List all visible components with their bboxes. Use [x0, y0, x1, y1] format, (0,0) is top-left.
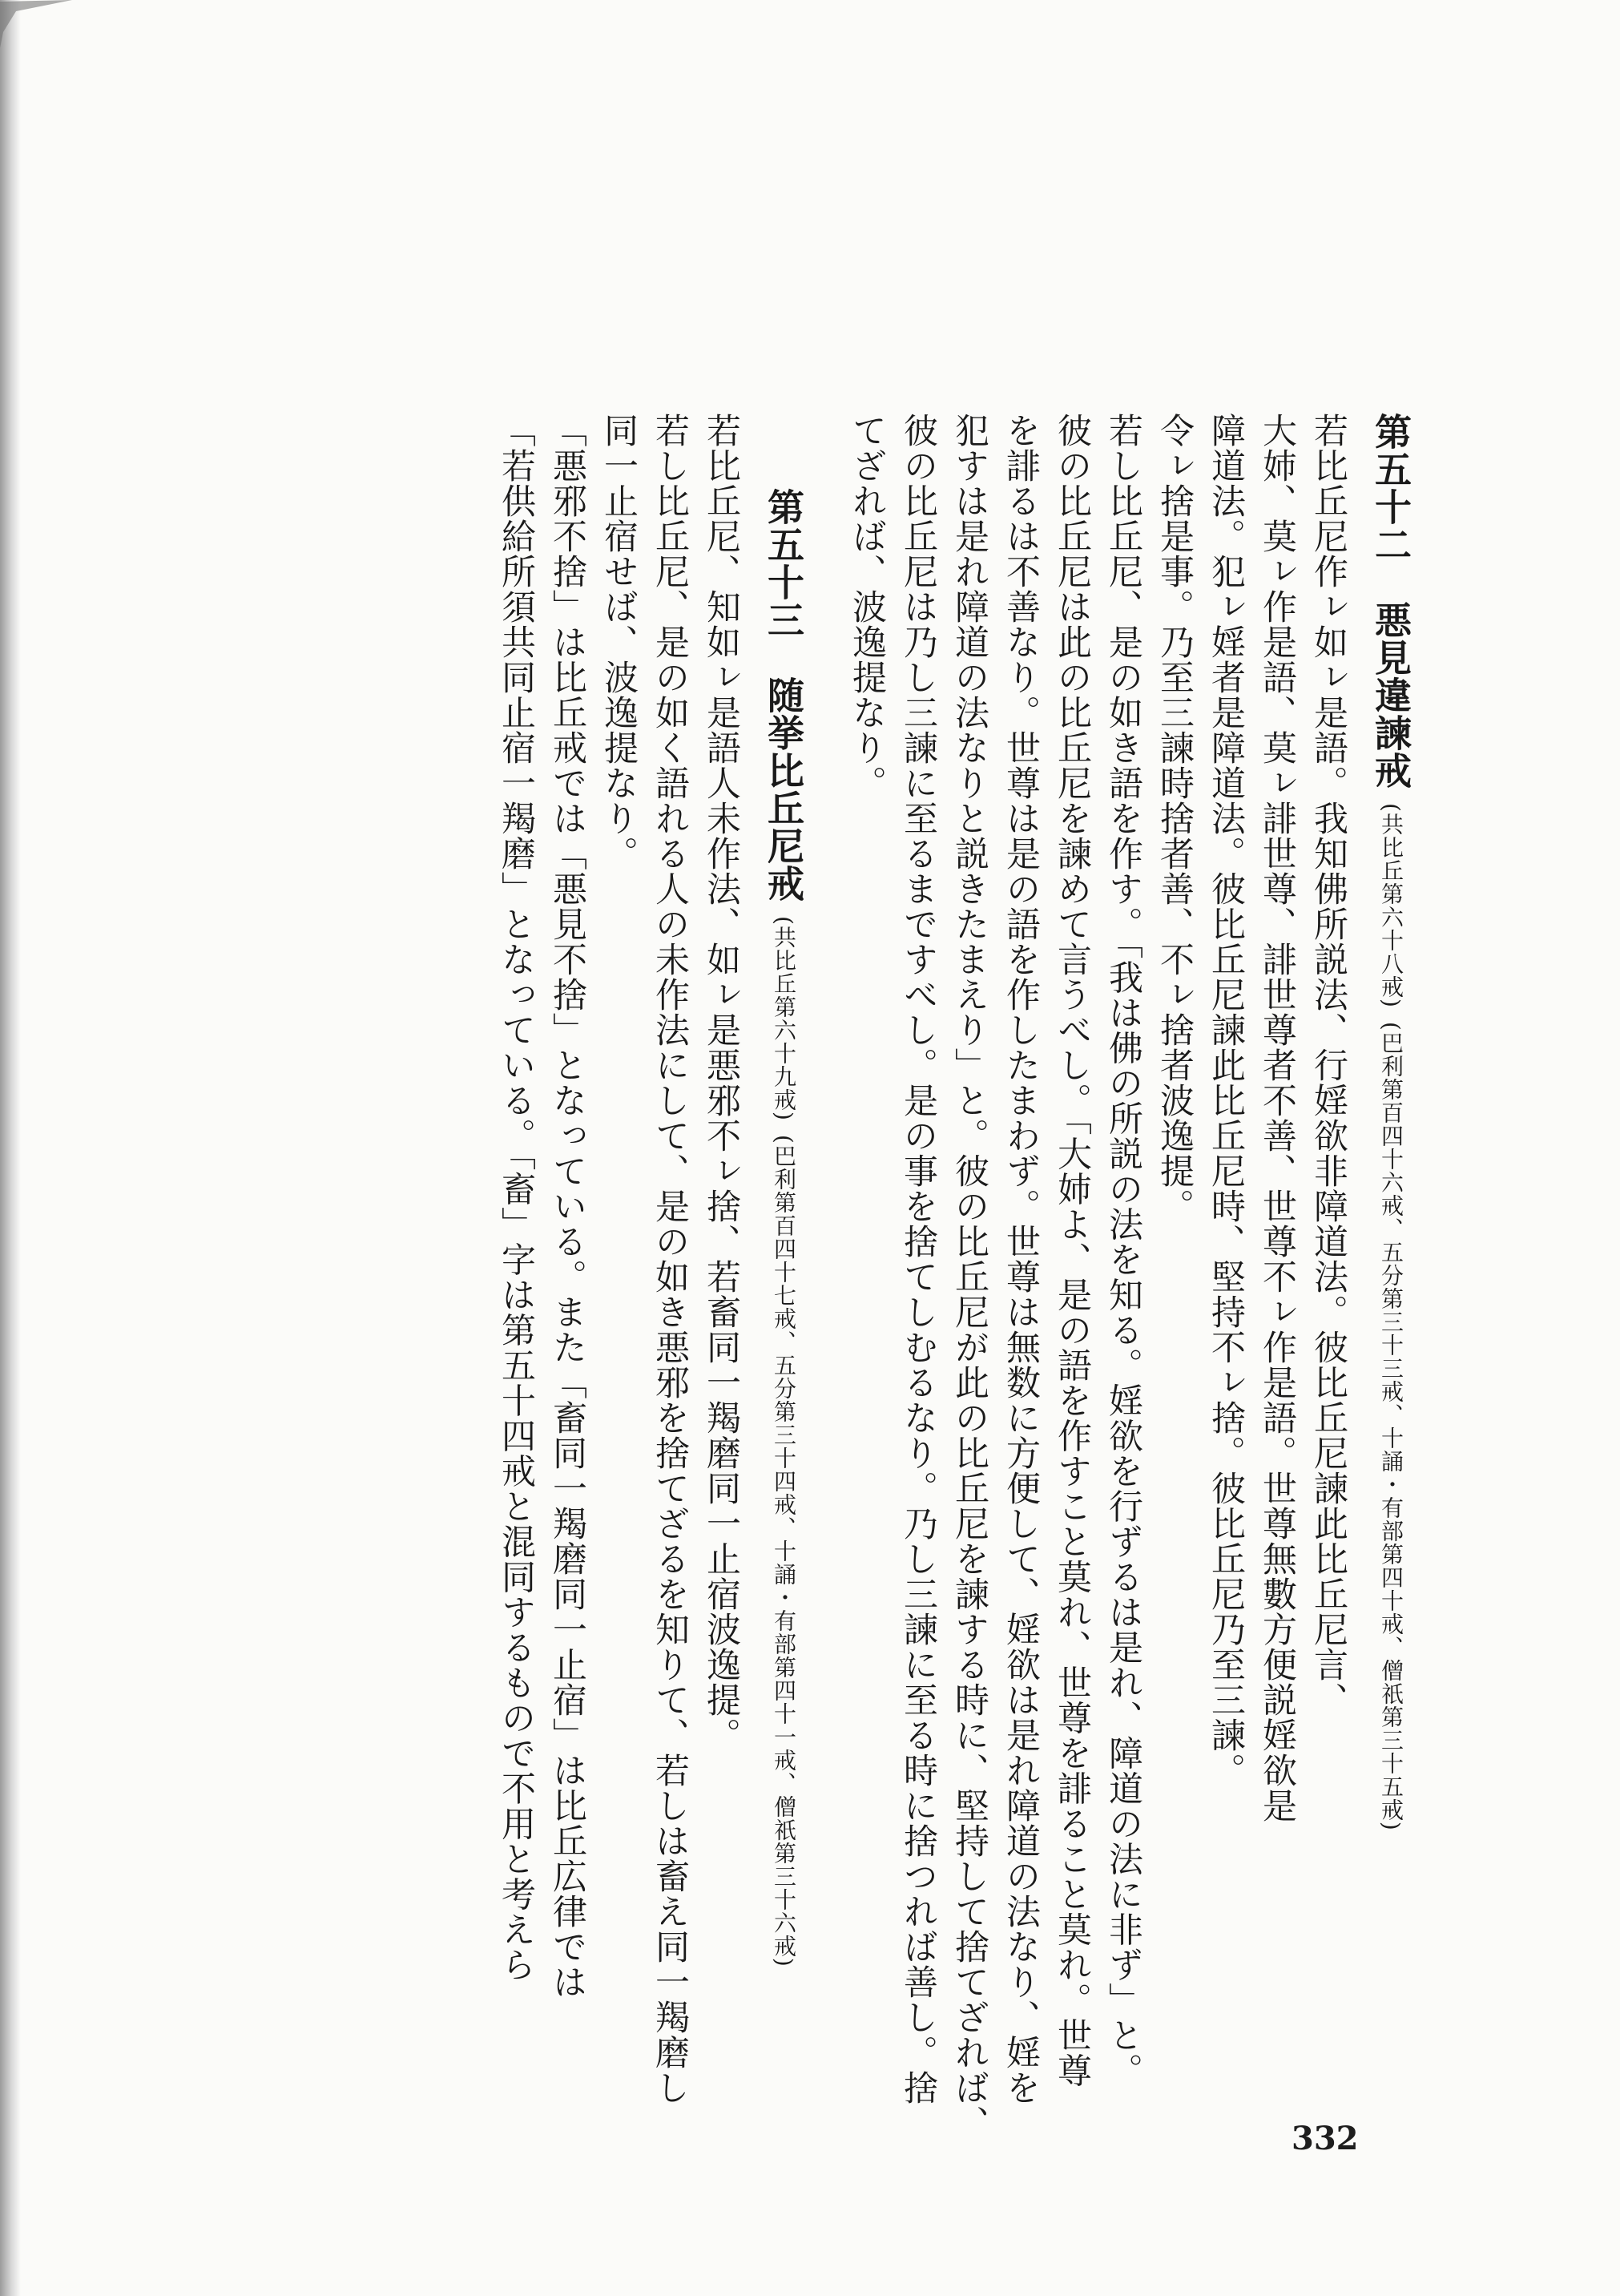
section53-note2: (巴利第百四十七戒、五分第三十四戒、十誦・有部第四十一戒、僧祇第三十六戒) — [771, 1134, 797, 1967]
section52-verse-line-4: 令ㇾ捨是事。乃至三諫時捨者善、不ㇾ捨者波逸提。 — [1155, 413, 1195, 1224]
section53-explanation-line-2: 同一止宿せば、波逸提なり。 — [598, 413, 639, 871]
section52-number: 第五十二 — [1369, 413, 1412, 563]
corner-scan-mark — [0, 0, 96, 48]
section53-heading — [758, 413, 809, 2136]
scan-edge-shadow — [0, 0, 21, 2296]
page-number: 332 — [1292, 2120, 1359, 2157]
section52-explanation-line-2: 彼の比丘尼は此の比丘尼を諫めて言うべし。「大姉よ、是の語を作すこと莫れ、世尊を誹ること莫れ。世尊 — [1052, 413, 1092, 2088]
section52-explanation-line-3: を誹るは不善なり。世尊は是の語を作したまわず。世尊は無数に方便して、婬欲は是れ障道の法なり、婬を — [1001, 413, 1041, 2105]
spacer — [747, 413, 758, 2136]
spacer — [1354, 413, 1365, 2136]
section52-explanation-line-4: 犯すは是れ障道の法なりと説きたまえり」と。彼の比丘尼が此の比丘尼を諫する時に、堅持して捨てざれば、 — [949, 413, 989, 2141]
section53-number: 第五十三 — [762, 488, 805, 639]
section52-note1: (共比丘第六十八戒) — [1378, 803, 1404, 1008]
spacer — [809, 413, 841, 2136]
section52-explanation-line-1: 若し比丘尼、是の如き語を作す。「我は佛の所説の法を知る。婬欲を行ずるは是れ、障道の法に非ず」と。 — [1103, 413, 1143, 2088]
section52-verse-line-2: 大姉、莫ㇾ作是語、莫ㇾ誹世尊、誹世尊者不善、世尊不ㇾ作是語。世尊無數方便説婬欲是 — [1257, 413, 1297, 1823]
section53-explanation-line-1: 若し比丘尼、是の如く語れる人の未作法にして、是の如き悪邪を捨てざるを知りて、若しは畜え同一羯磨し — [650, 413, 690, 2105]
section52-heading — [1365, 413, 1416, 2136]
section52-verse-line-3: 障道法。犯ㇾ婬者是障道法。彼比丘尼諫此比丘尼時、堅持不ㇾ捨。彼比丘尼乃至三諫。 — [1206, 413, 1246, 1788]
section53-commentary-line-2: 「若供給所須共同止宿一羯磨」となっている。「畜」字は第五十四戒と混同するもので不用と考えら — [496, 413, 536, 1983]
section52-explanation-line-5: 彼の比丘尼は乃し三諫に至るまですべし。是の事を捨てしむるなり。乃し三諫に至る時に捨つれば善し。捨 — [898, 413, 938, 2105]
section53-commentary-line-1: 「悪邪不捨」は比丘戒では「悪見不捨」となっている。また「畜同一羯磨同一止宿」は比丘広律では — [547, 413, 587, 1999]
section52-verse-line-1: 若比丘尼作ㇾ如ㇾ是語。我知佛所説法、行婬欲非障道法。彼比丘尼諫此比丘尼言、 — [1308, 413, 1348, 1717]
section52-explanation-line-6: てざれば、波逸提なり。 — [847, 413, 887, 801]
section52-title: 悪見違諫戒 — [1369, 601, 1412, 789]
section53-verse-line-1: 若比丘尼、知如ㇾ是語人未作法、如ㇾ是悪邪不ㇾ捨、若畜同一羯磨同一止宿波逸提。 — [701, 413, 741, 1753]
section52-note2: (巴利第百四十六戒、五分第三十三戒、十誦・有部第四十戒、僧祇第三十五戒) — [1378, 1021, 1404, 1831]
section53-note1: (共比丘第六十九戒) — [771, 916, 797, 1121]
section53-title: 随挙比丘尼戒 — [762, 676, 805, 902]
